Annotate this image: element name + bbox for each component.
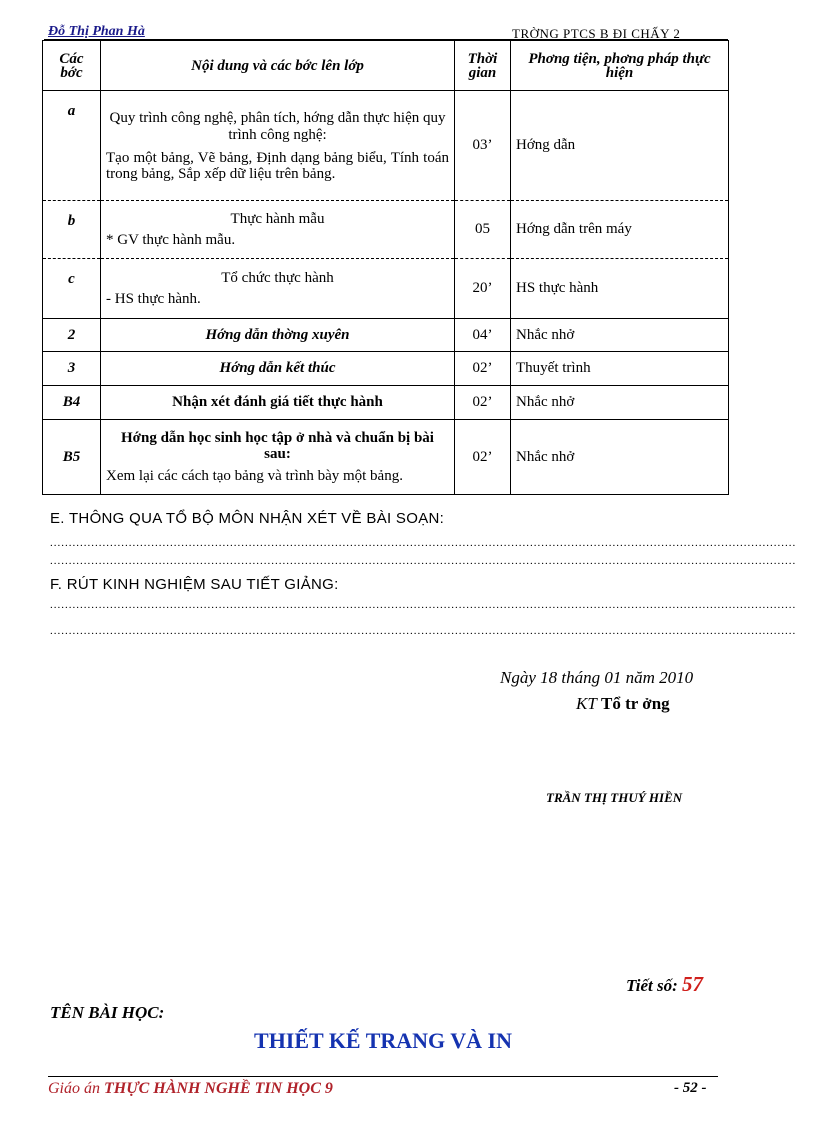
lesson-number-value: 57 [682, 972, 704, 996]
signature-role [576, 694, 670, 714]
row-body: Xem lại các cách tạo bảng và trình bày một bảng. [106, 467, 403, 484]
signature-role-prefix: KT [576, 694, 597, 713]
row-time: 03’ [455, 91, 511, 201]
dotted-line: ....................................................................................................................................................................................................... [50, 537, 797, 549]
row-step: 3 [43, 352, 101, 386]
row-content [101, 201, 455, 259]
row-title: Hớng dẫn học sinh học tập ở nhà và chuẩn bị bài sau: [121, 429, 434, 462]
row-title: Quy trình công nghệ, phân tích, hớng dẫn thực hiện quy trình công nghệ: [109, 109, 446, 143]
row-content [101, 420, 455, 495]
header-method: Phơng tiện, phơng pháp thực hiện [511, 41, 729, 91]
signature-role-title: Tổ tr ởng [601, 694, 670, 713]
lesson-number-label: Tiết số: [626, 976, 678, 995]
row-method: Nhắc nhở [511, 386, 729, 420]
footer-prefix: Giáo án [48, 1080, 100, 1097]
row-step: b [43, 201, 101, 259]
section-f-title: F. RÚT KINH NGHIỆM SAU TIẾT GIẢNG: [50, 576, 339, 593]
footer-subject-name: THỰC HÀNH NGHỀ TIN HỌC 9 [104, 1080, 333, 1097]
row-step: 2 [43, 319, 101, 352]
row-time: 04’ [455, 319, 511, 352]
header-step: Các bớc [43, 41, 101, 91]
row-time: 20’ [455, 259, 511, 319]
row-title: Thực hành mẫu [230, 210, 325, 227]
header-school: TRỜNG PTCS B ĐI CHẤY 2 [512, 26, 681, 41]
table-row [43, 259, 729, 319]
row-method: HS thực hành [511, 259, 729, 319]
row-method: Thuyết trình [511, 352, 729, 386]
signature-name: TRẦN THỊ THUÝ HIỀN [546, 790, 683, 805]
table-header-row [43, 41, 729, 91]
row-content [101, 259, 455, 319]
table-row [43, 386, 729, 420]
row-step: a [43, 91, 101, 201]
footer-subject [48, 1080, 333, 1098]
row-time: 02’ [455, 352, 511, 386]
row-time: 05 [455, 201, 511, 259]
row-method: Hớng dẫn [511, 91, 729, 201]
row-method: Nhắc nhở [511, 319, 729, 352]
row-step: B4 [43, 386, 101, 420]
table-row [43, 201, 729, 259]
header-author: Đỗ Thị Phan Hà [48, 24, 145, 39]
row-time: 02’ [455, 420, 511, 495]
row-title: Tổ chức thực hành [221, 269, 334, 286]
section-e-title: E. THÔNG QUA TỔ BỘ MÔN NHẬN XÉT VỀ BÀI SOẠN: [50, 510, 445, 527]
table-row [43, 352, 729, 386]
row-title: Nhận xét đánh giá tiết thực hành [101, 386, 455, 420]
row-body: - HS thực hành. [106, 290, 201, 307]
row-title: Hớng dẫn kết thúc [101, 352, 455, 386]
lesson-name-label: TÊN BÀI HỌC: [50, 1003, 165, 1022]
row-content [101, 91, 455, 201]
lesson-plan-table [42, 40, 729, 495]
row-step: B5 [43, 420, 101, 495]
table-row [43, 91, 729, 201]
page-number: - 52 - [674, 1080, 707, 1096]
row-method: Nhắc nhở [511, 420, 729, 495]
row-step: c [43, 259, 101, 319]
lesson-number [626, 972, 703, 997]
signature-date: Ngày 18 tháng 01 năm 2010 [500, 668, 694, 687]
row-time: 02’ [455, 386, 511, 420]
row-body: * GV thực hành mẫu. [106, 231, 236, 248]
lesson-title: THIẾT KẾ TRANG VÀ IN [254, 1028, 512, 1053]
footer-divider [48, 1076, 718, 1077]
header-time: Thời gian [455, 41, 511, 91]
row-body: Tạo một bảng, Vẽ bảng, Định dạng bảng biểu, Tính toán trong bảng, Sắp xếp dữ liệu trên bảng. [106, 149, 449, 182]
row-title: Hớng dẫn thờng xuyên [101, 319, 455, 352]
dotted-line: ....................................................................................................................................................................................................... [50, 555, 797, 567]
dotted-line: ....................................................................................................................................................................................................... [50, 625, 797, 637]
header-content: Nội dung và các bớc lên lớp [101, 41, 455, 91]
table-row [43, 420, 729, 495]
row-method: Hớng dẫn trên máy [511, 201, 729, 259]
dotted-line: ....................................................................................................................................................................................................... [50, 599, 797, 611]
table-row [43, 319, 729, 352]
